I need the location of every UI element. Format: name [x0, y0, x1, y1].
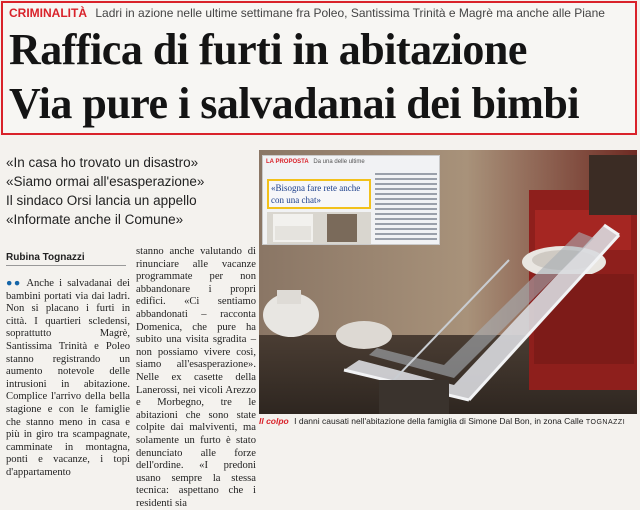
inset-label: LA PROPOSTA: [266, 159, 309, 165]
headline-line-1: Raffica di furti in abitazione: [9, 25, 527, 74]
byline: Rubina Tognazzi: [6, 252, 126, 266]
bullet-dots-icon: ●●: [6, 278, 22, 289]
article-column-2: stanno anche valutando di rinunciare alle vacanze programmate per non abbandonare i propri edifici. «Ci sentiamo abbandonati – racconta Domenica, che pure ha subito una visita sgradita – non possiamo vivere così, siamo all'esasperazione». Nelle ex casette della Lanerossi, nei vicoli Arezzo e Morbegno, tre le abitazioni che sono state colpite dai malviventi, ma solamente un furto è stato denunciato alle forze dell'ordine. «I predoni usano sempre la stessa tecnica: aspettano che i residenti sia: [136, 246, 256, 509]
inset-text-block: [375, 170, 437, 243]
proposal-inset: [262, 155, 440, 245]
article-text-col1: Anche i salvadanai dei bambini portati via dai ladri. Non si placano i furti in città. I quartieri scledensi, soprattutto Magrè, Santissima Trinità e Poleo stanno registrando un aumento notevole delle intrusioni in abitazione. Complice l'arrivo della bella stagione e con le famiglie che stanno meno in casa e più in giro tra scampagnate, camminate in montagna, ponti e vacanze, i topi d'appartamento: [6, 278, 130, 478]
caption-label: Il colpo: [259, 416, 289, 426]
photo-credit: TOGNAZZI: [585, 419, 626, 426]
headline-box: [1, 1, 637, 135]
section-label: CRIMINALITÀ: [9, 6, 87, 20]
caption-text: I danni causati nell'abitazione della famiglia di Simone Dal Bon, in zona Calle: [294, 416, 584, 426]
subheadings: [6, 153, 254, 229]
inset-header-text: Da una delle ultime: [313, 159, 365, 165]
inset-header: [266, 159, 365, 165]
kicker-text: Ladri in azione nelle ultime settimane fra Poleo, Santissima Trinità e Magrè ma anche alle Piane: [95, 6, 605, 20]
subhead-3: Il sindaco Orsi lancia un appello: [6, 193, 197, 208]
kicker: [9, 6, 605, 20]
inset-quote: «Bisogna fare rete anche con una chat»: [267, 179, 371, 209]
inset-photo: [267, 212, 371, 244]
article-column-1: [6, 278, 130, 478]
subhead-1: «In casa ho trovato un disastro»: [6, 155, 199, 170]
subhead-2: «Siamo ormai all'esasperazione»: [6, 174, 205, 189]
headline-line-2: Via pure i salvadanai dei bimbi: [9, 79, 580, 128]
photo-caption: [259, 415, 639, 429]
subhead-4: «Informate anche il Comune»: [6, 212, 184, 227]
